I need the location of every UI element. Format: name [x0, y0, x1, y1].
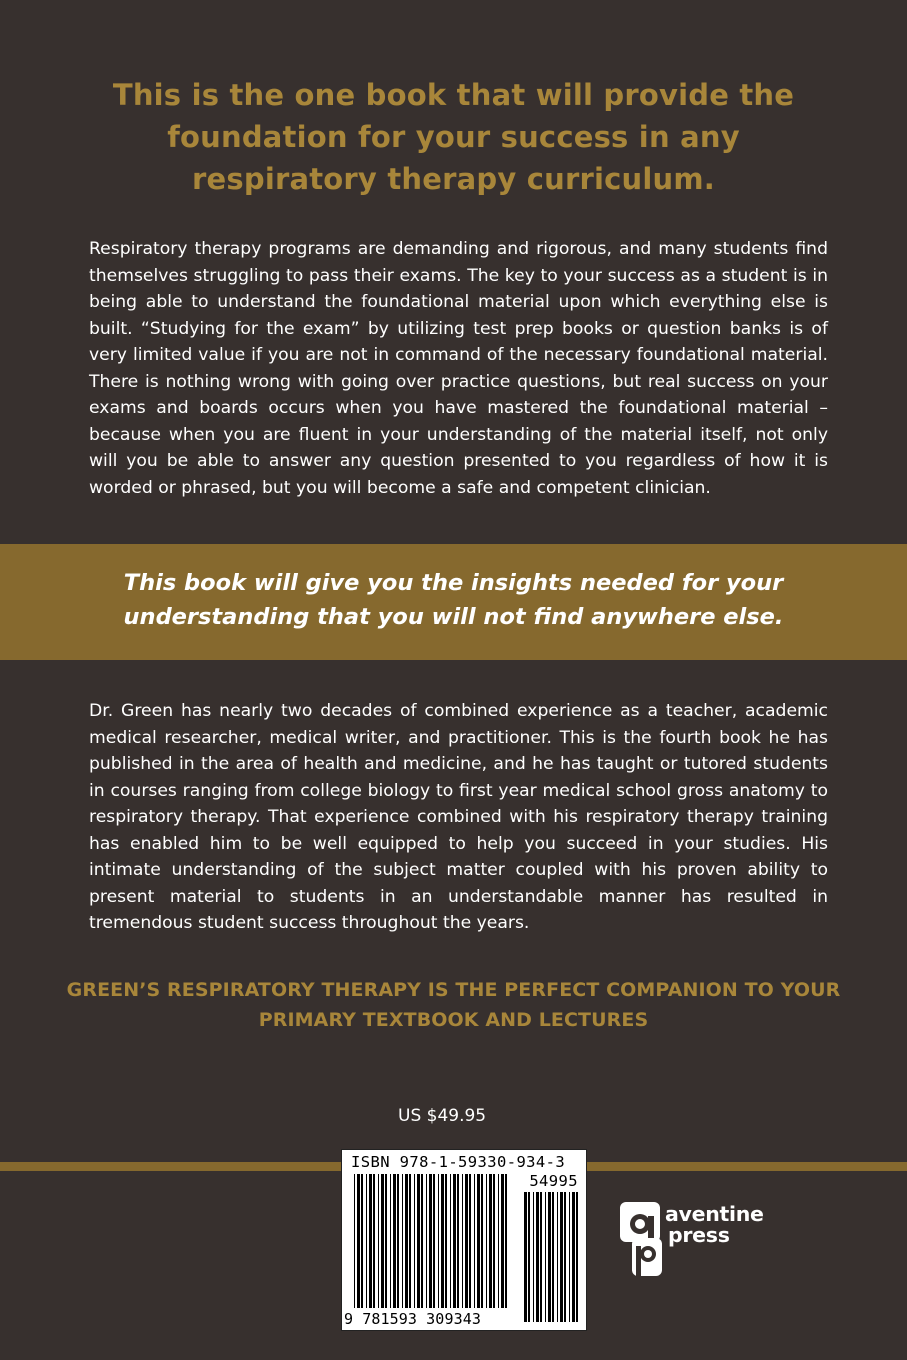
barcode — [341, 1149, 587, 1331]
publisher-logo — [620, 1196, 800, 1296]
barcode-bar — [457, 1174, 459, 1308]
barcode-bar — [438, 1174, 439, 1308]
barcode-bar — [528, 1192, 530, 1322]
barcode-bar — [390, 1174, 391, 1308]
barcode-bar — [397, 1174, 399, 1308]
barcode-bar — [426, 1174, 427, 1308]
barcode-bar — [421, 1174, 423, 1308]
barcode-bar — [357, 1174, 360, 1308]
barcode-bar — [548, 1192, 551, 1322]
barcode-bar — [552, 1192, 554, 1322]
barcode-bar — [385, 1174, 387, 1308]
barcode-bar — [441, 1174, 444, 1308]
tagline: GREEN’S RESPIRATORY THERAPY IS THE PERFECT COMPANION TO YOUR PRIMARY TEXTBOOK AND LECTURES — [66, 979, 841, 1031]
barcode-bar — [417, 1174, 420, 1308]
barcode-bar — [381, 1174, 384, 1308]
barcode-bar — [433, 1174, 435, 1308]
barcode-bar — [486, 1174, 487, 1308]
barcode-bar — [373, 1174, 375, 1308]
barcode-bar — [477, 1174, 480, 1308]
barcode-bar — [493, 1174, 495, 1308]
barcode-bar — [445, 1174, 447, 1308]
barcode-bar — [469, 1174, 471, 1308]
barcode-bar — [462, 1174, 463, 1308]
barcode-bar — [540, 1192, 542, 1322]
barcode-bar — [557, 1192, 558, 1322]
barcode-bar — [572, 1192, 575, 1322]
barcode-bar — [524, 1192, 527, 1322]
barcode-bar — [450, 1174, 451, 1308]
barcode-bar — [498, 1174, 499, 1308]
barcode-bar — [429, 1174, 432, 1308]
barcode-bar — [402, 1174, 403, 1308]
barcode-bar — [354, 1174, 355, 1308]
barcode-bar — [501, 1174, 504, 1308]
isbn-label: ISBN 978-1-59330-934-3 — [351, 1153, 566, 1171]
ean-digits: 9 781593 309343 — [344, 1310, 481, 1328]
barcode-bar — [409, 1174, 411, 1308]
barcode-bar — [576, 1192, 578, 1322]
barcode-bar — [378, 1174, 379, 1308]
author-paragraph: Dr. Green has nearly two decades of combined experience as a teacher, academic medical researcher, medical writer, and practitioner. This is the fourth book he has published in the area of health and medicine, and he has taught or tutored students in courses ranging from college biology to first year medical school gross anatomy to respiratory therapy. That experience combined with his respiratory therapy training has enabled him to be well equipped to help you succeed in your studies. His intimate understanding of the subject matter coupled with his proven ability to present material to students in an understandable manner has resulted in tremendous student success throughout the years. — [89, 701, 828, 933]
barcode-bar — [414, 1174, 415, 1308]
barcode-bar — [361, 1174, 363, 1308]
addon-digits: 54995 — [529, 1172, 578, 1190]
barcode-bar — [465, 1174, 468, 1308]
barcode-bar — [533, 1192, 534, 1322]
barcode-bar — [453, 1174, 456, 1308]
publisher-name-line2: press — [668, 1223, 730, 1247]
band-quote: This book will give you the insights needed for your understanding that you will not find anywhere else. — [123, 570, 784, 630]
barcode-bar — [405, 1174, 408, 1308]
barcode-bar — [489, 1174, 492, 1308]
headline: This is the one book that will provide the foundation for your success in any respiratory therapy curriculum. — [112, 78, 795, 196]
barcode-bar — [545, 1192, 546, 1322]
barcode-bar — [369, 1174, 372, 1308]
barcode-bar — [481, 1174, 483, 1308]
price: US $49.95 — [398, 1106, 487, 1126]
ap-monogram-icon — [620, 1202, 670, 1278]
barcode-bar — [560, 1192, 563, 1322]
barcode-bar — [474, 1174, 475, 1308]
barcode-bar — [536, 1192, 539, 1322]
barcode-bar — [569, 1192, 570, 1322]
barcode-bar — [505, 1174, 507, 1308]
barcode-bar — [366, 1174, 367, 1308]
barcode-bar — [393, 1174, 396, 1308]
barcode-bar — [564, 1192, 566, 1322]
publisher-name-line1: aventine — [665, 1202, 764, 1226]
intro-paragraph: Respiratory therapy programs are demanding and rigorous, and many students find themselves struggling to pass their exams. The key to your success as a student is in being able to understand the foundational material upon which everything else is built. “Studying for the exam” by utilizing test prep books or question banks is of very limited value if you are not in command of the necessary foundational material. There is nothing wrong with going over practice questions, but real success on your exams and boards occurs when you have mastered the foundational material – because when you are fluent in your understanding of the material itself, not only will you be able to answer any question presented to you regardless of how it is worded or phrased, but you will become a safe and competent clinician. — [89, 239, 828, 498]
